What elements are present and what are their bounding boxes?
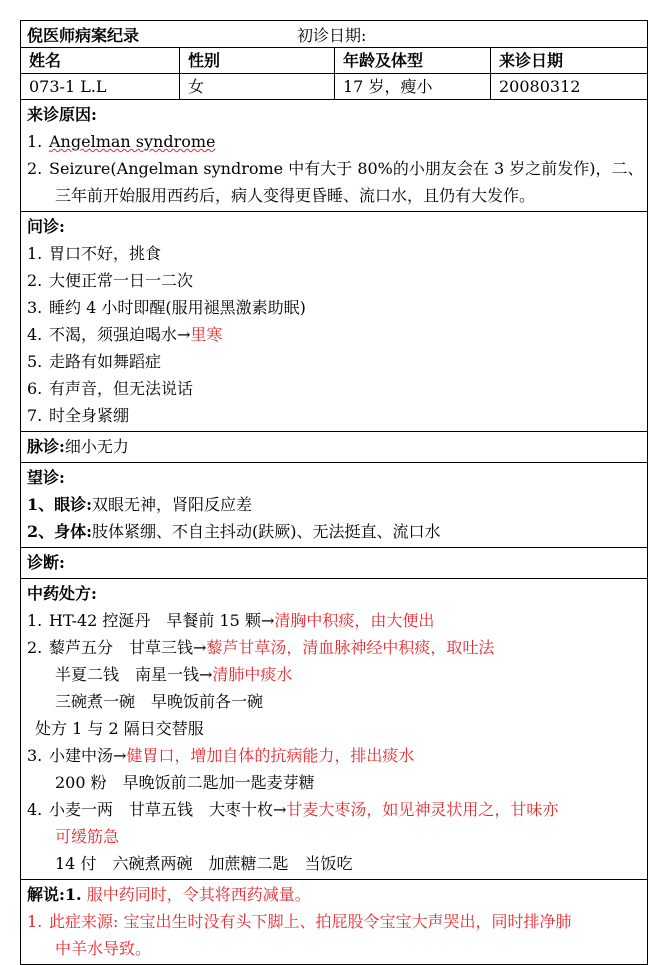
item-number: 7.: [27, 406, 43, 425]
item-number: 3.: [27, 298, 43, 317]
inquiry-heading: 问诊:: [27, 217, 65, 236]
item-text: 有声音，但无法说话: [49, 379, 194, 398]
item-number: 6.: [27, 379, 43, 398]
list-item-continued: 14 付 六碗煮两碗 加蔗糖二匙 当饭吃: [55, 854, 353, 873]
pulse-section: [21, 432, 648, 463]
item-text: Angelman syndrome: [49, 132, 216, 151]
arrow-icon: →: [273, 800, 287, 819]
header-visit-date: 来诊日期: [499, 51, 564, 70]
list-item: [27, 402, 642, 429]
item-annotation: 服中药同时，令其将西药减量。: [86, 885, 311, 904]
value-visit-date: 20080312: [499, 77, 581, 96]
item-text: 半夏二钱 南星一钱: [55, 665, 200, 684]
item-annotation: 清胸中积痰，由大便出: [274, 611, 435, 630]
item-annotation: 藜芦甘草汤，清血脉神经中积痰，取吐法: [206, 638, 495, 657]
item-annotation: 健胃口，增加自体的抗病能力，排出痰水: [126, 746, 415, 765]
diagnosis-section: [21, 548, 648, 579]
info-header-row: [21, 48, 648, 74]
list-item-continued: 三碗煮一碗 早晚饭前各一碗: [55, 692, 264, 711]
arrow-icon: →: [199, 665, 213, 684]
item-text: 小麦一两 甘草五钱 大枣十枚: [49, 800, 274, 819]
header-gender: 性别: [180, 48, 335, 73]
item-text: 小建中汤: [49, 746, 114, 765]
item-annotation: 甘麦大枣汤，如见神灵状用之，甘味亦: [286, 800, 559, 819]
item-number: 1.: [27, 912, 43, 931]
item-number: 2.: [27, 271, 43, 290]
list-item: [27, 128, 642, 155]
item-number: 1.: [27, 611, 43, 630]
item-number: 3.: [27, 746, 43, 765]
item-number: 2.: [27, 638, 43, 657]
diagnosis-heading: 诊断:: [27, 553, 65, 572]
prescription-heading: 中药处方:: [27, 584, 97, 603]
list-item: [27, 634, 642, 661]
header-name: 姓名: [21, 48, 180, 73]
pulse-text: 细小无力: [64, 437, 129, 456]
prescription-note: 处方 1 与 2 隔日交替服: [35, 719, 204, 738]
prescription-section: [21, 579, 648, 880]
list-item: [27, 375, 642, 402]
value-name: 073-1 L.L: [21, 74, 180, 99]
item-text: 睡约 4 小时即醒(服用褪黑激素助眠): [49, 298, 306, 317]
list-item: [27, 908, 642, 935]
explain-heading: 解说:: [27, 885, 65, 904]
list-item-continued: [27, 661, 642, 688]
list-item: [27, 742, 642, 769]
list-item: [27, 267, 642, 294]
list-item-continued: 可缓筋急: [55, 827, 120, 846]
item-text: 时全身紧绷: [49, 406, 130, 425]
item-text: 双眼无神，肾阳反应差: [92, 495, 253, 514]
pulse-heading: 脉诊:: [27, 437, 65, 456]
item-number: 4.: [27, 800, 43, 819]
explain-lead: [27, 881, 642, 908]
observe-heading: 望诊:: [27, 468, 65, 487]
item-label: 2、身体:: [27, 522, 93, 541]
item-text: Seizure(Angelman syndrome 中有大于 80%的小朋友会在 3 岁之前发作)，二、: [49, 159, 644, 178]
item-text: 走路有如舞蹈症: [49, 352, 162, 371]
list-item: [27, 607, 642, 634]
list-item: [27, 348, 642, 375]
item-label: 1、眼诊:: [27, 495, 93, 514]
item-number: 4.: [27, 325, 43, 344]
inquiry-section: [21, 212, 648, 432]
item-number: 1.: [27, 244, 43, 263]
item-annotation: 清肺中痰水: [212, 665, 293, 684]
value-age: 17 岁，瘦小: [335, 74, 491, 99]
list-item: [27, 155, 642, 182]
arrow-icon: →: [113, 746, 127, 765]
header-age: 年龄及体型: [335, 48, 491, 73]
arrow-icon: →: [177, 325, 191, 344]
reason-section: [21, 100, 648, 212]
list-item: [27, 321, 642, 348]
info-value-row: [21, 74, 648, 100]
list-item-continued: 三年前开始服用西药后，病人变得更昏睡、流口水，且仍有大发作。: [55, 186, 536, 205]
observe-section: [21, 463, 648, 548]
list-item: [27, 491, 642, 518]
item-number: 1.: [27, 132, 43, 151]
item-text: 藜芦五分 甘草三钱: [49, 638, 194, 657]
list-item: [27, 518, 642, 545]
item-annotation: 里寒: [190, 325, 223, 344]
item-number: 2.: [27, 159, 43, 178]
item-number: 5.: [27, 352, 43, 371]
item-text: 不渴，须强迫喝水: [49, 325, 178, 344]
list-item: [27, 796, 642, 823]
reason-heading: 来诊原因:: [27, 105, 97, 124]
explain-section: [21, 880, 648, 965]
item-text: HT-42 控涎丹 早餐前 15 颗: [49, 611, 261, 630]
item-text: 肢体紧绷、不自主抖动(趺厥)、无法挺直、流口水: [92, 522, 441, 541]
list-item: [27, 240, 642, 267]
item-text: 此症来源: 宝宝出生时没有头下脚上、拍屁股令宝宝大声哭出，同时排净肺: [49, 912, 572, 931]
header-row: [21, 21, 648, 48]
case-record-form: [20, 20, 648, 965]
first-visit-label: 初诊日期:: [297, 25, 367, 45]
list-item-continued: 200 粉 早晚饭前二匙加一匙麦芽糖: [55, 773, 315, 792]
arrow-icon: →: [193, 638, 207, 657]
value-gender: 女: [180, 74, 335, 99]
item-text: 大便正常一日一二次: [49, 271, 194, 290]
page-title: 倪医师病案纪录: [27, 25, 140, 45]
pulse-line: [27, 433, 642, 460]
item-text: 胃口不好，挑食: [49, 244, 162, 263]
list-item-continued: 中羊水导致。: [55, 939, 152, 958]
item-number: 1.: [64, 885, 82, 904]
list-item: [27, 294, 642, 321]
arrow-icon: →: [260, 611, 275, 630]
